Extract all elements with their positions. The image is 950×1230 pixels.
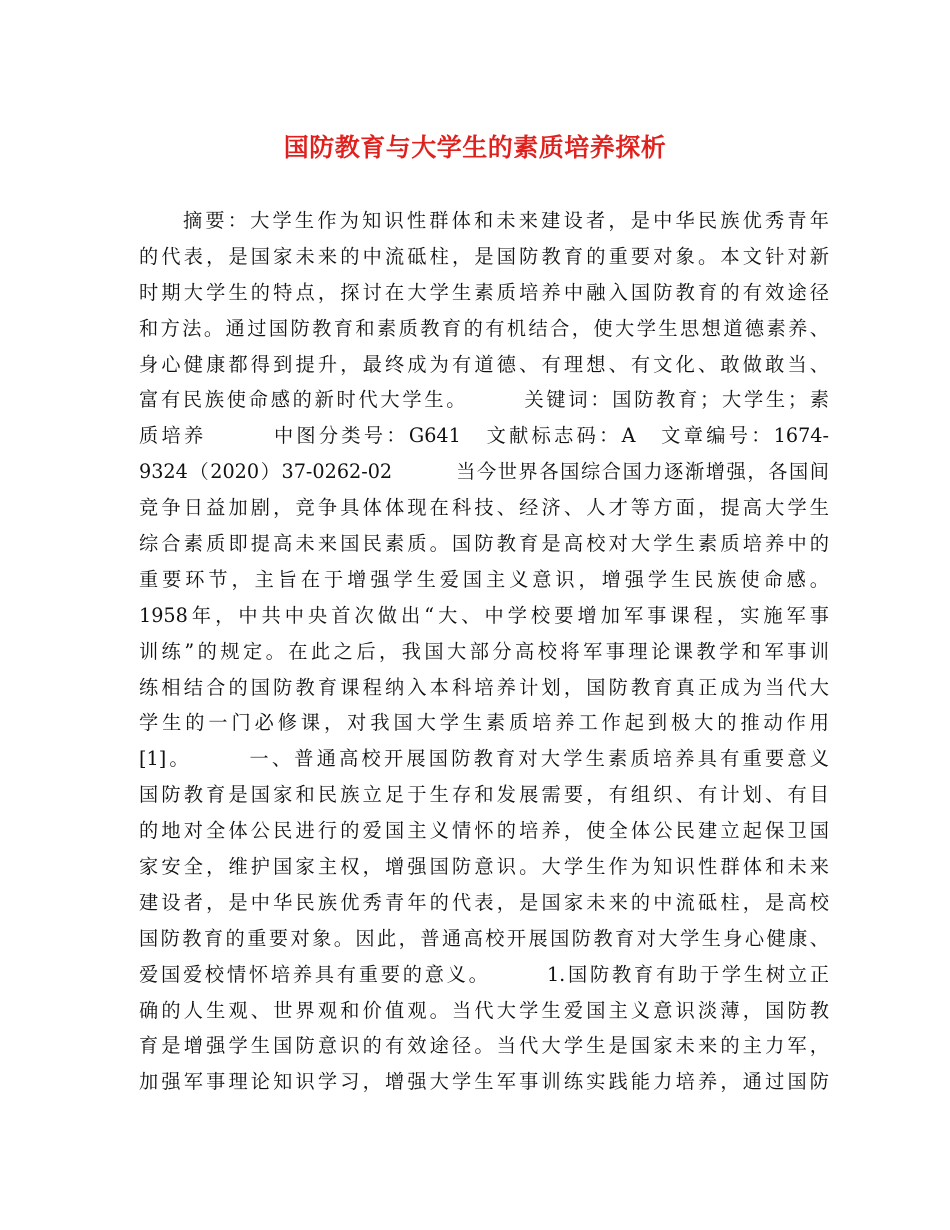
text-line: 重要环节，主旨在于增强学生爱国主义意识，增强学生民族使命感。 [139,567,829,591]
text-line: 摘要：大学生作为知识性群体和未来建设者，是中华民族优秀青年 [183,209,829,232]
document-title: 国防教育与大学生的素质培养探析 [283,133,667,162]
text-line: 的地对全体公民进行的爱国主义情怀的培养，使全体公民建立起保卫国 [139,819,829,843]
text-line: 富有民族使命感的新时代大学生。 关键词：国防教育；大学生；素 [139,388,829,412]
text-line: 9324（2020）37-0262-02 当今世界各国综合国力逐渐增强，各国间 [139,460,829,484]
text-line: 育是增强学生国防意识的有效途径。当代大学生是国家未来的主力军， [139,1034,829,1058]
text-line: 国防教育是国家和民族立足于生存和发展需要，有组织、有计划、有目 [139,783,829,807]
text-line: 确的人生观、世界观和价值观。当代大学生爱国主义意识淡薄，国防教 [139,998,829,1022]
text-line: 的代表，是国家未来的中流砥柱，是国防教育的重要对象。本文针对新 [139,244,829,268]
text-line: 加强军事理论知识学习，增强大学生军事训练实践能力培养，通过国防 [139,1070,829,1094]
text-line: 时期大学生的特点，探讨在大学生素质培养中融入国防教育的有效途径 [139,280,829,304]
text-line: 学生的一门必修课，对我国大学生素质培养工作起到极大的推动作用 [139,711,829,735]
text-line: 综合素质即提高未来国民素质。国防教育是高校对大学生素质培养中的 [139,532,829,556]
document-body [139,203,829,1100]
text-line: 1958年，中共中央首次做出“大、中学校要增加军事课程，实施军事 [139,603,829,627]
text-line: 质培养 中图分类号：G641 文献标志码：A 文章编号：1674- [139,424,829,448]
text-line: 国防教育的重要对象。因此，普通高校开展国防教育对大学生身心健康、 [139,926,829,950]
text-line: 练相结合的国防教育课程纳入本科培养计划，国防教育真正成为当代大 [139,675,829,699]
text-line: 身心健康都得到提升，最终成为有道德、有理想、有文化、敢做敢当、 [139,352,829,376]
text-line: 爱国爱校情怀培养具有重要的意义。 1.国防教育有助于学生树立正 [139,962,829,986]
text-line: 和方法。通过国防教育和素质教育的有机结合，使大学生思想道德素养、 [139,316,829,340]
text-line: 家安全，维护国家主权，增强国防意识。大学生作为知识性群体和未来 [139,855,829,879]
text-line: 竞争日益加剧，竞争具体体现在科技、经济、人才等方面，提高大学生 [139,496,829,520]
text-line: 训练”的规定。在此之后，我国大部分高校将军事理论课教学和军事训 [139,639,829,663]
text-line: 建设者，是中华民族优秀青年的代表，是国家未来的中流砥柱，是高校 [139,890,829,914]
text-line: [1]。 一、普通高校开展国防教育对大学生素质培养具有重要意义 [139,747,829,771]
